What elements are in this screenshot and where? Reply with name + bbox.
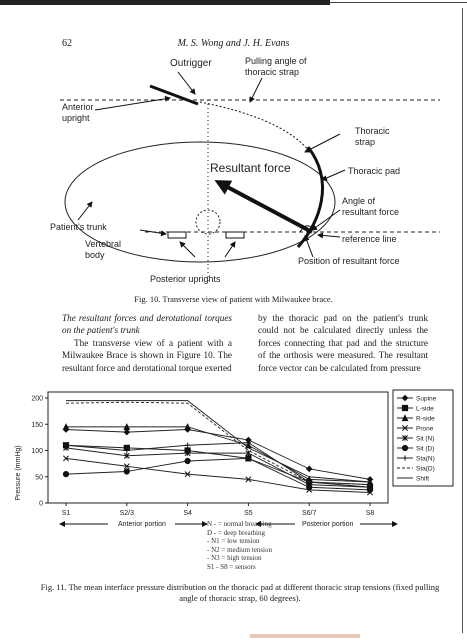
y-axis-label: Pressure (mmHg) bbox=[15, 445, 22, 501]
label-posterior-uprights: Posterior uprights bbox=[150, 274, 221, 284]
legend-label: Sta(N) bbox=[416, 455, 435, 463]
posterior-portion-label: Posterior portion bbox=[302, 521, 354, 528]
data-point bbox=[185, 424, 190, 429]
data-point bbox=[367, 487, 372, 492]
label-pulling-angle-2: thoracic strap bbox=[245, 67, 300, 77]
y-tick-label: 200 bbox=[31, 395, 43, 403]
label-vertebral-2: body bbox=[85, 250, 105, 260]
series-shift bbox=[66, 401, 370, 482]
data-point bbox=[63, 472, 68, 477]
series-line bbox=[66, 458, 370, 492]
figure-11-caption: Fig. 11. The mean interface pressure distribution on the thoracic pad at different thoracic strap tensions (fixed pulling angle of thoracic strap, 60 degrees). bbox=[40, 582, 440, 603]
label-anterior-1: Anterior bbox=[62, 102, 94, 112]
label-position-resultant: Position of resultant force bbox=[298, 256, 400, 266]
legend-label: Supine bbox=[416, 395, 437, 403]
vertebral-body bbox=[196, 210, 220, 234]
resultant-force-arrow bbox=[218, 182, 312, 232]
thoracic-strap bbox=[200, 102, 310, 152]
plot-frame bbox=[48, 392, 388, 503]
chart-legend bbox=[393, 390, 453, 486]
label-reference-line: reference line bbox=[342, 234, 397, 244]
series-prone bbox=[63, 456, 372, 495]
x-tick-label: S6/7 bbox=[301, 510, 317, 517]
figure-11-chart bbox=[0, 378, 467, 528]
chart-series bbox=[63, 401, 372, 495]
label-outrigger: Outrigger bbox=[170, 58, 212, 69]
top-rule-thin bbox=[330, 2, 467, 3]
label-angle-2: resultant force bbox=[342, 207, 400, 217]
label-angle-1: Angle of bbox=[342, 196, 376, 206]
label-anterior-2: upright bbox=[62, 113, 90, 123]
x-tick-label: S1 bbox=[61, 510, 71, 517]
note-line: - N2 = medium tension bbox=[207, 545, 272, 554]
note-line: S1 - S8 = sensors bbox=[207, 562, 256, 571]
posterior-upright-left bbox=[168, 232, 186, 238]
series-line bbox=[66, 448, 370, 487]
y-tick-label: 0 bbox=[39, 500, 43, 508]
x-tick-label: S8 bbox=[365, 510, 375, 517]
y-tick-label: 50 bbox=[35, 474, 43, 482]
running-head: M. S. Wong and J. H. Evans bbox=[177, 38, 290, 49]
right-paragraph: by the thoracic pad on the patient's trunk could not be calculated directly unless the forces connecting that pad and the structure of the orthosis were measured. The resultant force vector can be calculated from pressure bbox=[258, 313, 428, 373]
figure-11-notes bbox=[207, 520, 272, 572]
y-tick-label: 100 bbox=[31, 448, 43, 455]
note-line: N - = normal breathing bbox=[207, 520, 272, 528]
note-line: - N3 = high tension bbox=[207, 554, 262, 563]
page-number: 62 bbox=[62, 38, 72, 49]
series-sit-d- bbox=[63, 456, 372, 493]
y-tick-label: 150 bbox=[31, 421, 43, 429]
legend-label: Sta(D) bbox=[416, 465, 435, 473]
x-tick-label: S5 bbox=[244, 510, 253, 517]
x-tick-label: S2/3 bbox=[119, 510, 135, 517]
label-thoracic-strap-2: strap bbox=[355, 137, 376, 147]
data-point bbox=[63, 424, 68, 429]
label-thoracic-pad: Thoracic pad bbox=[348, 166, 401, 176]
left-paragraph: The transverse view of a patient with a Milwaukee Brace is shown in Figure 10. The resultant force and derotational torque exerted bbox=[62, 337, 232, 373]
top-rule bbox=[0, 0, 330, 5]
data-point bbox=[185, 458, 190, 463]
data-point bbox=[402, 445, 407, 450]
legend-label: Sit (N) bbox=[416, 435, 435, 443]
label-pulling-angle-1: Pulling angle of bbox=[245, 56, 307, 66]
anterior-portion-label: Anterior portion bbox=[118, 521, 166, 528]
data-point bbox=[124, 469, 129, 474]
legend-label: Shift bbox=[416, 475, 430, 483]
figure-10 bbox=[50, 52, 450, 292]
series-line bbox=[66, 445, 370, 487]
data-point bbox=[246, 456, 251, 461]
label-thoracic-strap-1: Thoracic bbox=[355, 126, 390, 136]
data-point bbox=[124, 430, 129, 435]
data-point bbox=[185, 443, 190, 448]
legend-label: R-side bbox=[416, 415, 435, 423]
note-line: D - = deep breathing bbox=[207, 528, 265, 537]
section-heading: The resultant forces and derotational torques on the patient's trunk bbox=[62, 313, 232, 336]
data-point bbox=[402, 405, 407, 410]
right-column bbox=[258, 312, 428, 374]
label-resultant-force: Resultant force bbox=[210, 161, 291, 175]
posterior-upright-right bbox=[226, 232, 244, 238]
left-column bbox=[62, 312, 232, 374]
series-line bbox=[66, 401, 370, 482]
data-point bbox=[307, 466, 312, 471]
legend-label: L-side bbox=[416, 405, 434, 413]
label-patients-trunk: Patient's trunk bbox=[50, 222, 107, 232]
data-point bbox=[124, 424, 129, 429]
chart-axes bbox=[31, 392, 388, 517]
data-point bbox=[307, 485, 312, 490]
note-line: - N1 = low tension bbox=[207, 537, 260, 546]
label-vertebral-1: Vertebral bbox=[85, 239, 122, 249]
legend-label: Prone bbox=[416, 425, 434, 433]
figure-10-diagram bbox=[50, 52, 450, 292]
bottom-decoration bbox=[250, 634, 360, 638]
legend-label: Sit (D) bbox=[416, 445, 435, 453]
x-tick-label: S4 bbox=[183, 510, 192, 517]
figure-10-caption: Fig. 10. Transverse view of patient with Milwaukee brace. bbox=[134, 294, 333, 304]
